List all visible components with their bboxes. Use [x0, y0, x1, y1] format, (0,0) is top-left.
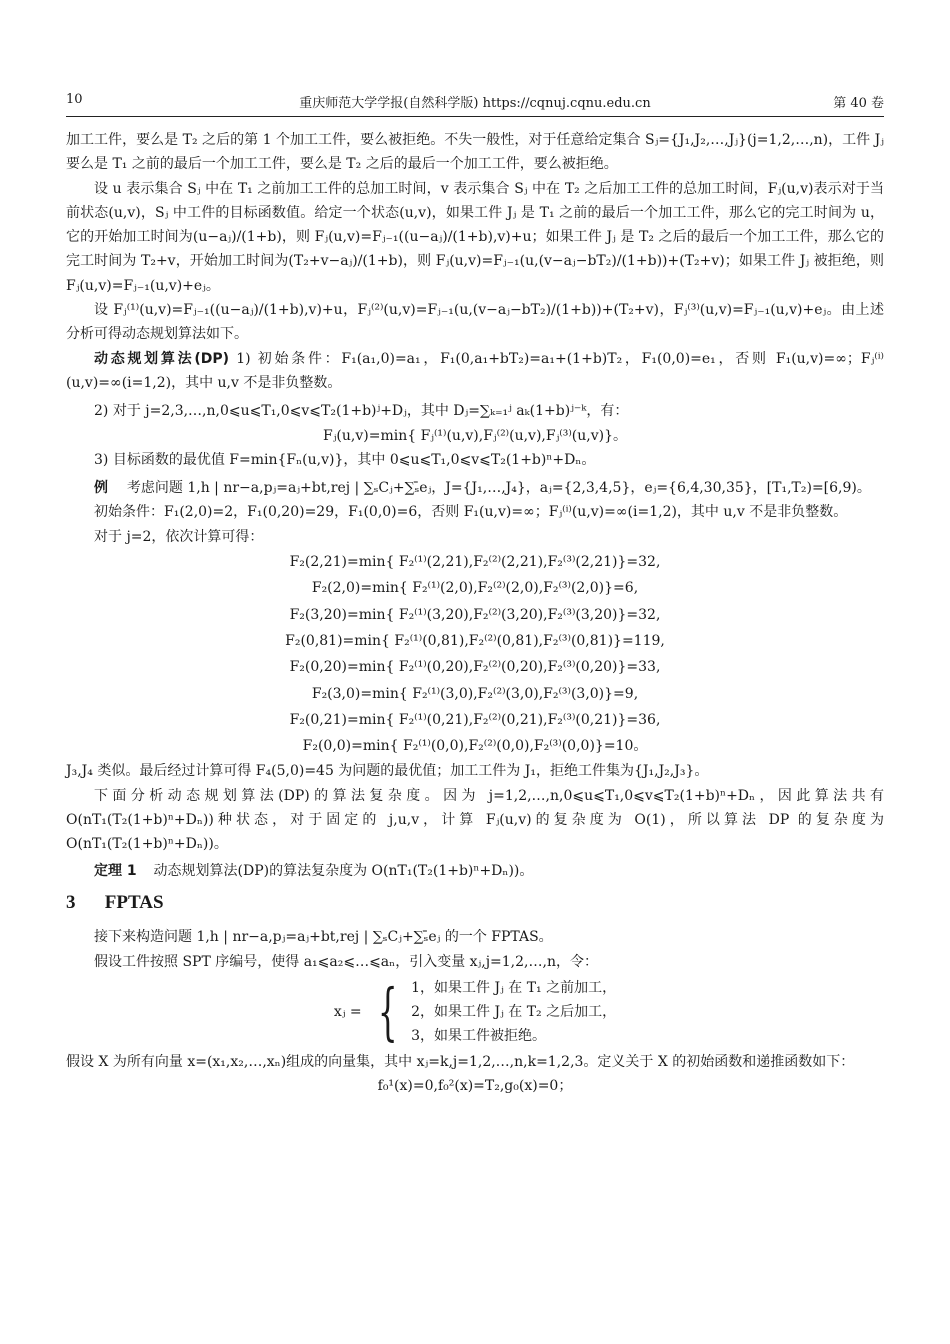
for-j2-intro: 对于 j=2，依次计算可得：: [94, 528, 264, 545]
theorem-label: 定理 1: [94, 862, 137, 879]
equation-line: F₂(3,20)=min{ F₂⁽¹⁾(3,20),F₂⁽²⁾(3,20),F₂⁽³⁾(3,20)}=32,: [289, 606, 661, 623]
cases-options: [411, 976, 616, 1048]
article-body: [66, 128, 884, 1098]
equation-line: F₂(2,21)=min{ F₂⁽¹⁾(2,21),F₂⁽²⁾(2,21),F₂⁽³⁾(2,21)}=32,: [289, 554, 661, 571]
case-1: 1，如果工件 Jⱼ 在 T₁ 之前加工，: [411, 979, 617, 996]
vector-set-definition: 假设 X 为所有向量 x=(x₁,x₂,…,xₙ)组成的向量集，其中 xⱼ=k,j=1,2,…,n,k=1,2,3。定义关于 X 的初始函数和递推函数如下：: [66, 1053, 855, 1070]
example-paragraph: [66, 476, 884, 500]
page-header: [66, 92, 884, 112]
theorem-text: 动态规划算法(DP)的算法复杂度为 O(nT₁(T₂(1+b)ⁿ+Dₙ))。: [153, 862, 534, 879]
after-equations: J₃,J₄ 类似。最后经过计算可得 F₄(5,0)=45 为问题的最优值；加工工件为 J₁，拒绝工件集为{J₁,J₂,J₃}。: [66, 763, 709, 780]
equation-line: F₂(0,21)=min{ F₂⁽¹⁾(0,21),F₂⁽²⁾(0,21),F₂⁽³⁾(0,21)}=36,: [289, 711, 661, 728]
dp-step-2: 2) 对于 j=2,3,…,n,0⩽u⩽T₁,0⩽v⩽T₂(1+b)ʲ+Dⱼ，其中 Dⱼ=∑ₖ₌₁ʲ aₖ(1+b)ʲ⁻ᵏ，有：: [94, 403, 629, 420]
case-2: 2，如果工件 Jⱼ 在 T₂ 之后加工，: [411, 1003, 617, 1020]
piecewise-definition: [66, 976, 884, 1048]
left-brace-icon: {: [377, 974, 398, 1048]
equation-line: F₂(0,20)=min{ F₂⁽¹⁾(0,20),F₂⁽²⁾(0,20),F₂⁽³⁾(0,20)}=33,: [289, 659, 661, 676]
initial-conditions: 初始条件：F₁(2,0)=2，F₁(0,20)=29，F₁(0,0)=6，否则 F₁(u,v)=∞；Fⱼ⁽ⁱ⁾(u,v)=∞(i=1,2)，其中 u,v 不是非负整数。: [94, 504, 848, 521]
equation-line: F₂(3,0)=min{ F₂⁽¹⁾(3,0),F₂⁽²⁾(3,0),F₂⁽³⁾(3,0)}=9,: [311, 685, 639, 702]
equation-list: [66, 549, 884, 759]
example-text: 考虑问题 1,h | nr−a,pⱼ=aⱼ+bt,rej | ∑ₛCⱼ+∑ₛ̄eⱼ，J={J₁,…,J₄}，aⱼ={2,3,4,5}，eⱼ={6,4,30,35}，[T₁,T₂)=[6,9)。: [126, 480, 871, 497]
fptas-intro: 接下来构造问题 1,h | nr−a,pⱼ=aⱼ+bt,rej | ∑ₛCⱼ+∑ₛ̄eⱼ 的一个 FPTAS。: [94, 929, 553, 946]
equation-line: F₂(0,0)=min{ F₂⁽¹⁾(0,0),F₂⁽²⁾(0,0),F₂⁽³⁾(0,0)}=10。: [302, 738, 648, 755]
theorem-1: [66, 859, 884, 883]
header-rule: [66, 116, 884, 117]
section-title: FPTAS: [104, 891, 164, 913]
page-number: 10: [66, 92, 83, 107]
dp-step-1-text: 1) 初始条件：F₁(a₁,0)=a₁，F₁(0,a₁+bT₂)=a₁+(1+b)T₂，F₁(0,0)=e₁，否则 F₁(u,v)=∞；Fⱼ⁽ⁱ⁾(u,v)=∞(i=1,2)，其中 u,v 不是非负整数。: [66, 350, 884, 391]
section-heading-3: [66, 891, 884, 915]
paragraph-continuation: 加工工件，要么是 T₂ 之后的第 1 个加工工件，要么被拒绝。不失一般性，对于任意给定集合 Sⱼ={J₁,J₂,…,Jⱼ}(j=1,2,…,n)，工件 Jⱼ 要么是 T₁ 之前的最后一个加工工件，要么是 T₂ 之后的最后一个加工工件，要么被拒绝。: [66, 132, 884, 173]
volume-label: 第 40 卷: [833, 96, 884, 111]
paragraph-state-definition: 设 u 表示集合 Sⱼ 中在 T₁ 之前加工工件的总加工时间，v 表示集合 Sⱼ 中在 T₂ 之后加工工件的总加工时间，Fⱼ(u,v)表示对于当前状态(u,v)，Sⱼ 中工件的目标函数值。给定一个状态(u,v)，如果工件 Jⱼ 是 T₁ 之前的最后一个加工工件，那么它的完工时间为 u，它的开始加工时间为(u−aⱼ)/(1+b)，则 Fⱼ(u,v)=Fⱼ₋₁((u−aⱼ)/(1+b),v)+u；如果工件 Jⱼ 是 T₂ 之后的最后一个加工工件，那么它的完工时间为 T₂+v，开始加工时间为(T₂+v−aⱼ)/(1+b)，则 Fⱼ(u,v)=Fⱼ₋₁(u,(v−aⱼ−bT₂)/(1+b))+(T₂+v)；如果工件 Jⱼ 被拒绝，则 Fⱼ(u,v)=Fⱼ₋₁(u,v)+eⱼ。: [66, 180, 884, 294]
spt-ordering: 假设工件按照 SPT 序编号，使得 a₁⩽a₂⩽…⩽aₙ，引入变量 xⱼ,j=1,2,…,n，令：: [94, 953, 598, 970]
equation-line: F₂(2,0)=min{ F₂⁽¹⁾(2,0),F₂⁽²⁾(2,0),F₂⁽³⁾(2,0)}=6,: [311, 580, 639, 597]
dp-step-3: 3) 目标函数的最优值 F=min{Fₙ(u,v)}，其中 0⩽u⩽T₁,0⩽v⩽T₂(1+b)ⁿ+Dₙ。: [94, 451, 596, 468]
paragraph-recurrence: 设 Fⱼ⁽¹⁾(u,v)=Fⱼ₋₁((u−aⱼ)/(1+b),v)+u，Fⱼ⁽²⁾(u,v)=Fⱼ₋₁(u,(v−aⱼ−bT₂)/(1+b))+(T₂+v)，Fⱼ⁽³⁾(u,v)=Fⱼ₋₁(u,v)+eⱼ。由上述分析可得动态规划算法如下。: [66, 302, 884, 343]
dp-step-1: [66, 347, 884, 396]
equation-line: F₂(0,81)=min{ F₂⁽¹⁾(0,81),F₂⁽²⁾(0,81),F₂⁽³⁾(0,81)}=119,: [285, 632, 665, 649]
example-label: 例: [94, 480, 108, 497]
dp-step-2-equation: Fⱼ(u,v)=min{ Fⱼ⁽¹⁾(u,v),Fⱼ⁽²⁾(u,v),Fⱼ⁽³⁾(u,v)}。: [323, 427, 627, 444]
case-3: 3，如果工件被拒绝。: [411, 1027, 547, 1044]
section-number: 3: [66, 891, 76, 913]
dp-title: 动态规划算法(DP): [94, 350, 230, 367]
cases-lhs: xⱼ =: [333, 1003, 362, 1020]
journal-title: 重庆师范大学学报(自然科学版) https://cqnuj.cqnu.edu.cn: [299, 96, 651, 111]
initial-functions: f₀¹(x)=0,f₀²(x)=T₂,g₀(x)=0；: [377, 1078, 573, 1095]
complexity-analysis: 下面分析动态规划算法(DP)的算法复杂度。因为 j=1,2,…,n,0⩽u⩽T₁,0⩽v⩽T₂(1+b)ⁿ+Dₙ，因此算法共有 O(nT₁(T₂(1+b)ⁿ+Dₙ))种状态，对于固定的 j,u,v，计算 Fⱼ(u,v)的复杂度为 O(1)，所以算法 DP 的复杂度为 O(nT₁(T₂(1+b)ⁿ+Dₙ))。: [66, 787, 884, 853]
